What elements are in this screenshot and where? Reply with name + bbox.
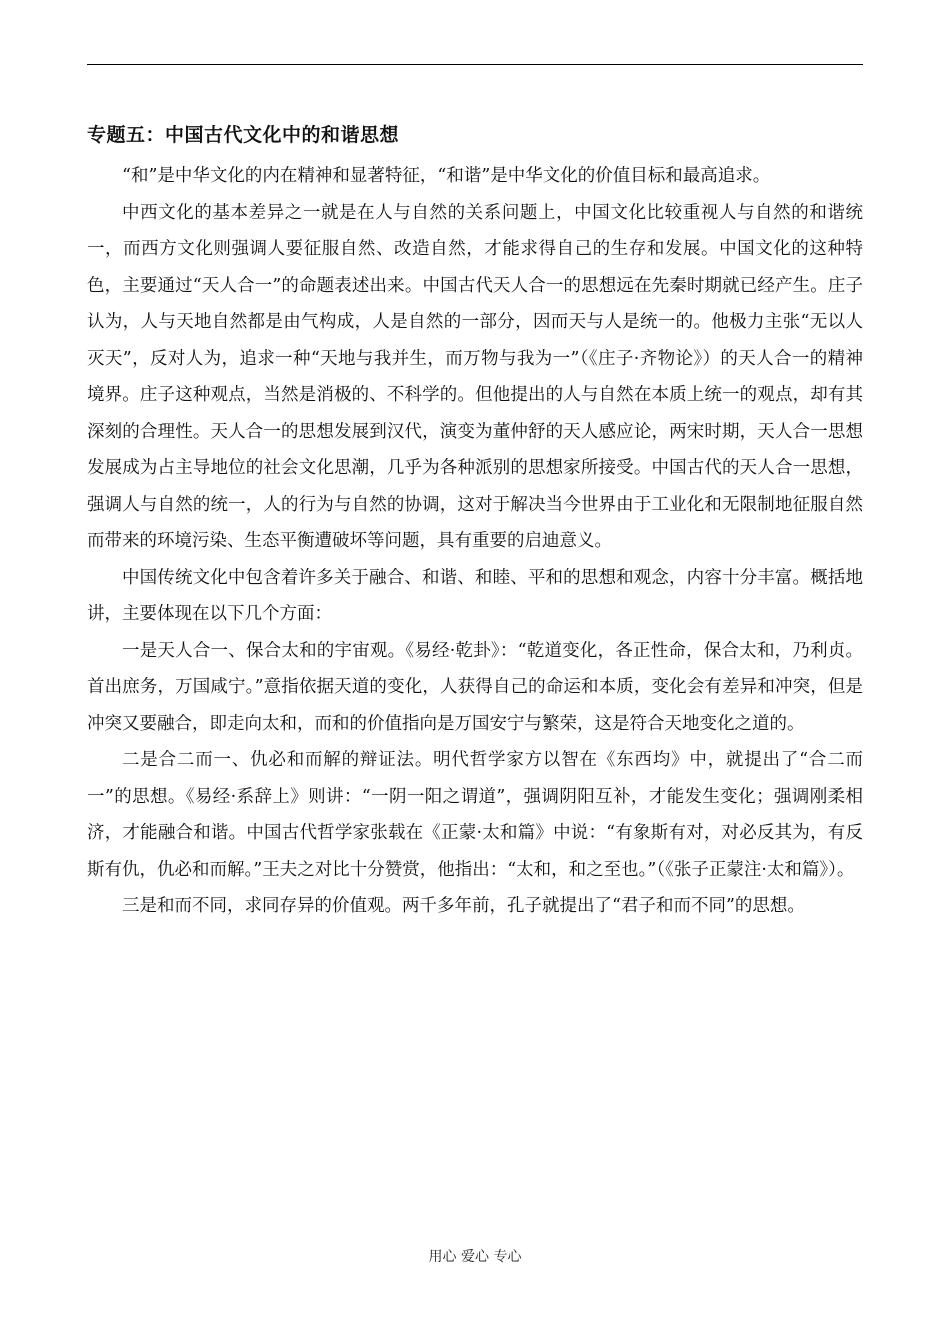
paragraph: 中西文化的基本差异之一就是在人与自然的关系问题上，中国文化比较重视人与自然的和谐统一，而西方文化则强调人要征服自然、改造自然，才能求得自己的生存和发展。中国文化的这种特色，主要通过“天人合一”的命题表述出来。中国古代天人合一的思想远在先秦时期就已经产生。庄子认为，人与天地自然都是由气构成，人是自然的一部分，因而天与人是统一的。他极力主张“无以人灭天”，反对人为，追求一种“天地与我并生，而万物与我为一”（《庄子·齐物论》）的天人合一的精神境界。庄子这种观点，当然是消极的、不科学的。但他提出的人与自然在本质上统一的观点，却有其深刻的合理性。天人合一的思想发展到汉代，演变为董仲舒的天人感应论，两宋时期，天人合一思想发展成为占主导地位的社会文化思潮，几乎为各种派别的思想家所接受。中国古代的天人合一思想，强调人与自然的统一，人的行为与自然的协调，这对于解决当今世界由于工业化和无限制地征服自然而带来的环境污染、生态平衡遭破坏等问题，具有重要的启迪意义。 (87, 202, 863, 551)
paragraph: 一是天人合一、保合太和的宇宙观。《易经·乾卦》：“乾道变化，各正性命，保合太和，乃利贞。首出庶务，万国咸宁。”意指依据天道的变化，人获得自己的命运和本质，变化会有差异和冲突，但是冲突又要融合，即走向太和，而和的价值指向是万国安宁与繁荣，这是符合天地变化之道的。 (87, 640, 863, 734)
header-rule (87, 64, 863, 65)
paragraph: “和”是中华文化的内在精神和显著特征，“和谐”是中华文化的价值目标和最高追求。 (122, 166, 771, 186)
paragraph: 三是和而不同，求同存异的价值观。两千多年前，孔子就提出了“君子和而不同”的思想。 (122, 896, 805, 916)
paragraph: 二是合二而一、仇必和而解的辩证法。明代哲学家方以智在《东西均》中，就提出了“合二而一”的思想。《易经·系辞上》则讲：“一阴一阳之谓道”，强调阴阳互补，才能发生变化；强调刚柔相济，才能融合和谐。中国古代哲学家张载在《正蒙·太和篇》中说：“有象斯有对，对必反其为，有反斯有仇，仇必和而解。”王夫之对比十分赞赏，他指出：“太和，和之至也。”（《张子正蒙注·太和篇》）。 (87, 750, 863, 880)
document-title: 专题五：中国古代文化中的和谐思想 (87, 124, 400, 146)
page-footer: 用心 爱心 专心 (428, 1249, 522, 1265)
paragraph: 中国传统文化中包含着许多关于融合、和谐、和睦、平和的思想和观念，内容十分丰富。概括地讲，主要体现在以下几个方面： (87, 567, 863, 624)
document-body (87, 120, 863, 925)
